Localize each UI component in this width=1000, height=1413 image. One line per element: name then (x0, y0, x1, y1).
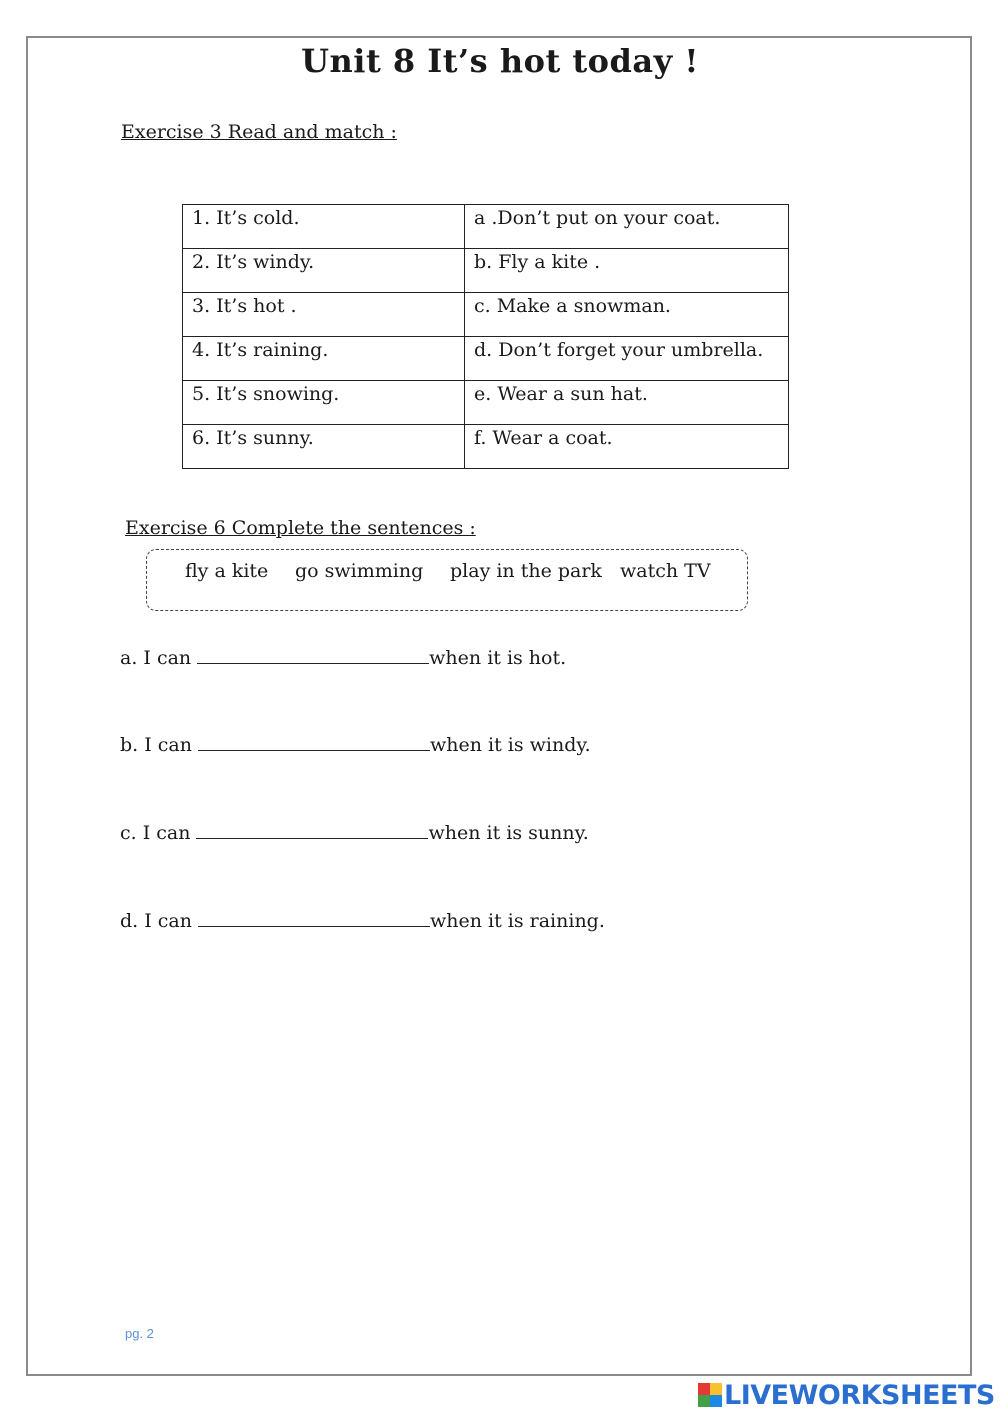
answer-blank[interactable] (197, 645, 429, 664)
answer-blank[interactable] (198, 732, 430, 751)
word-bank-item: play in the park (450, 560, 602, 582)
table-cell-right: a .Don’t put on your coat. (465, 205, 789, 249)
sentence-start: b. I can (120, 734, 192, 756)
sentence-c (120, 820, 589, 844)
table-cell-right: d. Don’t forget your umbrella. (465, 337, 789, 381)
table-row (183, 381, 789, 425)
table-cell-left: 4. It’s raining. (183, 337, 465, 381)
table-cell-right: e. Wear a sun hat. (465, 381, 789, 425)
brand-name: LIVEWORKSHEETS (724, 1379, 995, 1411)
table-cell-left: 1. It’s cold. (183, 205, 465, 249)
page-title: Unit 8 It’s hot today ! (301, 42, 699, 80)
table-cell-left: 3. It’s hot . (183, 293, 465, 337)
word-bank-item: go swimming (295, 560, 424, 582)
table-cell-right: b. Fly a kite . (465, 249, 789, 293)
sentence-end: when it is sunny. (428, 822, 589, 844)
table-row (183, 205, 789, 249)
table-cell-right: f. Wear a coat. (465, 425, 789, 469)
sentence-b (120, 732, 591, 756)
sentence-start: c. I can (120, 822, 191, 844)
sentence-end: when it is windy. (430, 734, 591, 756)
word-bank-item: fly a kite (185, 560, 269, 582)
word-bank-item: watch TV (620, 560, 711, 582)
table-row (183, 337, 789, 381)
sentence-start: d. I can (120, 910, 192, 932)
sentence-end: when it is hot. (429, 647, 567, 669)
table-cell-left: 2. It’s windy. (183, 249, 465, 293)
liveworksheets-logo (698, 1378, 995, 1412)
sentence-d (120, 908, 605, 932)
table-cell-left: 5. It’s snowing. (183, 381, 465, 425)
exercise-6-heading: Exercise 6 Complete the sentences : (125, 517, 476, 539)
brand-grid-icon (698, 1383, 722, 1407)
sentence-start: a. I can (120, 647, 192, 669)
sentence-end: when it is raining. (430, 910, 605, 932)
sentence-a (120, 645, 566, 669)
matching-table (182, 204, 789, 469)
table-cell-left: 6. It’s sunny. (183, 425, 465, 469)
page-number: pg. 2 (125, 1326, 154, 1341)
table-row (183, 425, 789, 469)
table-cell-right: c. Make a snowman. (465, 293, 789, 337)
exercise-3-heading: Exercise 3 Read and match : (121, 121, 397, 143)
word-bank (146, 549, 748, 611)
table-row (183, 293, 789, 337)
answer-blank[interactable] (198, 908, 430, 927)
table-row (183, 249, 789, 293)
answer-blank[interactable] (196, 820, 428, 839)
